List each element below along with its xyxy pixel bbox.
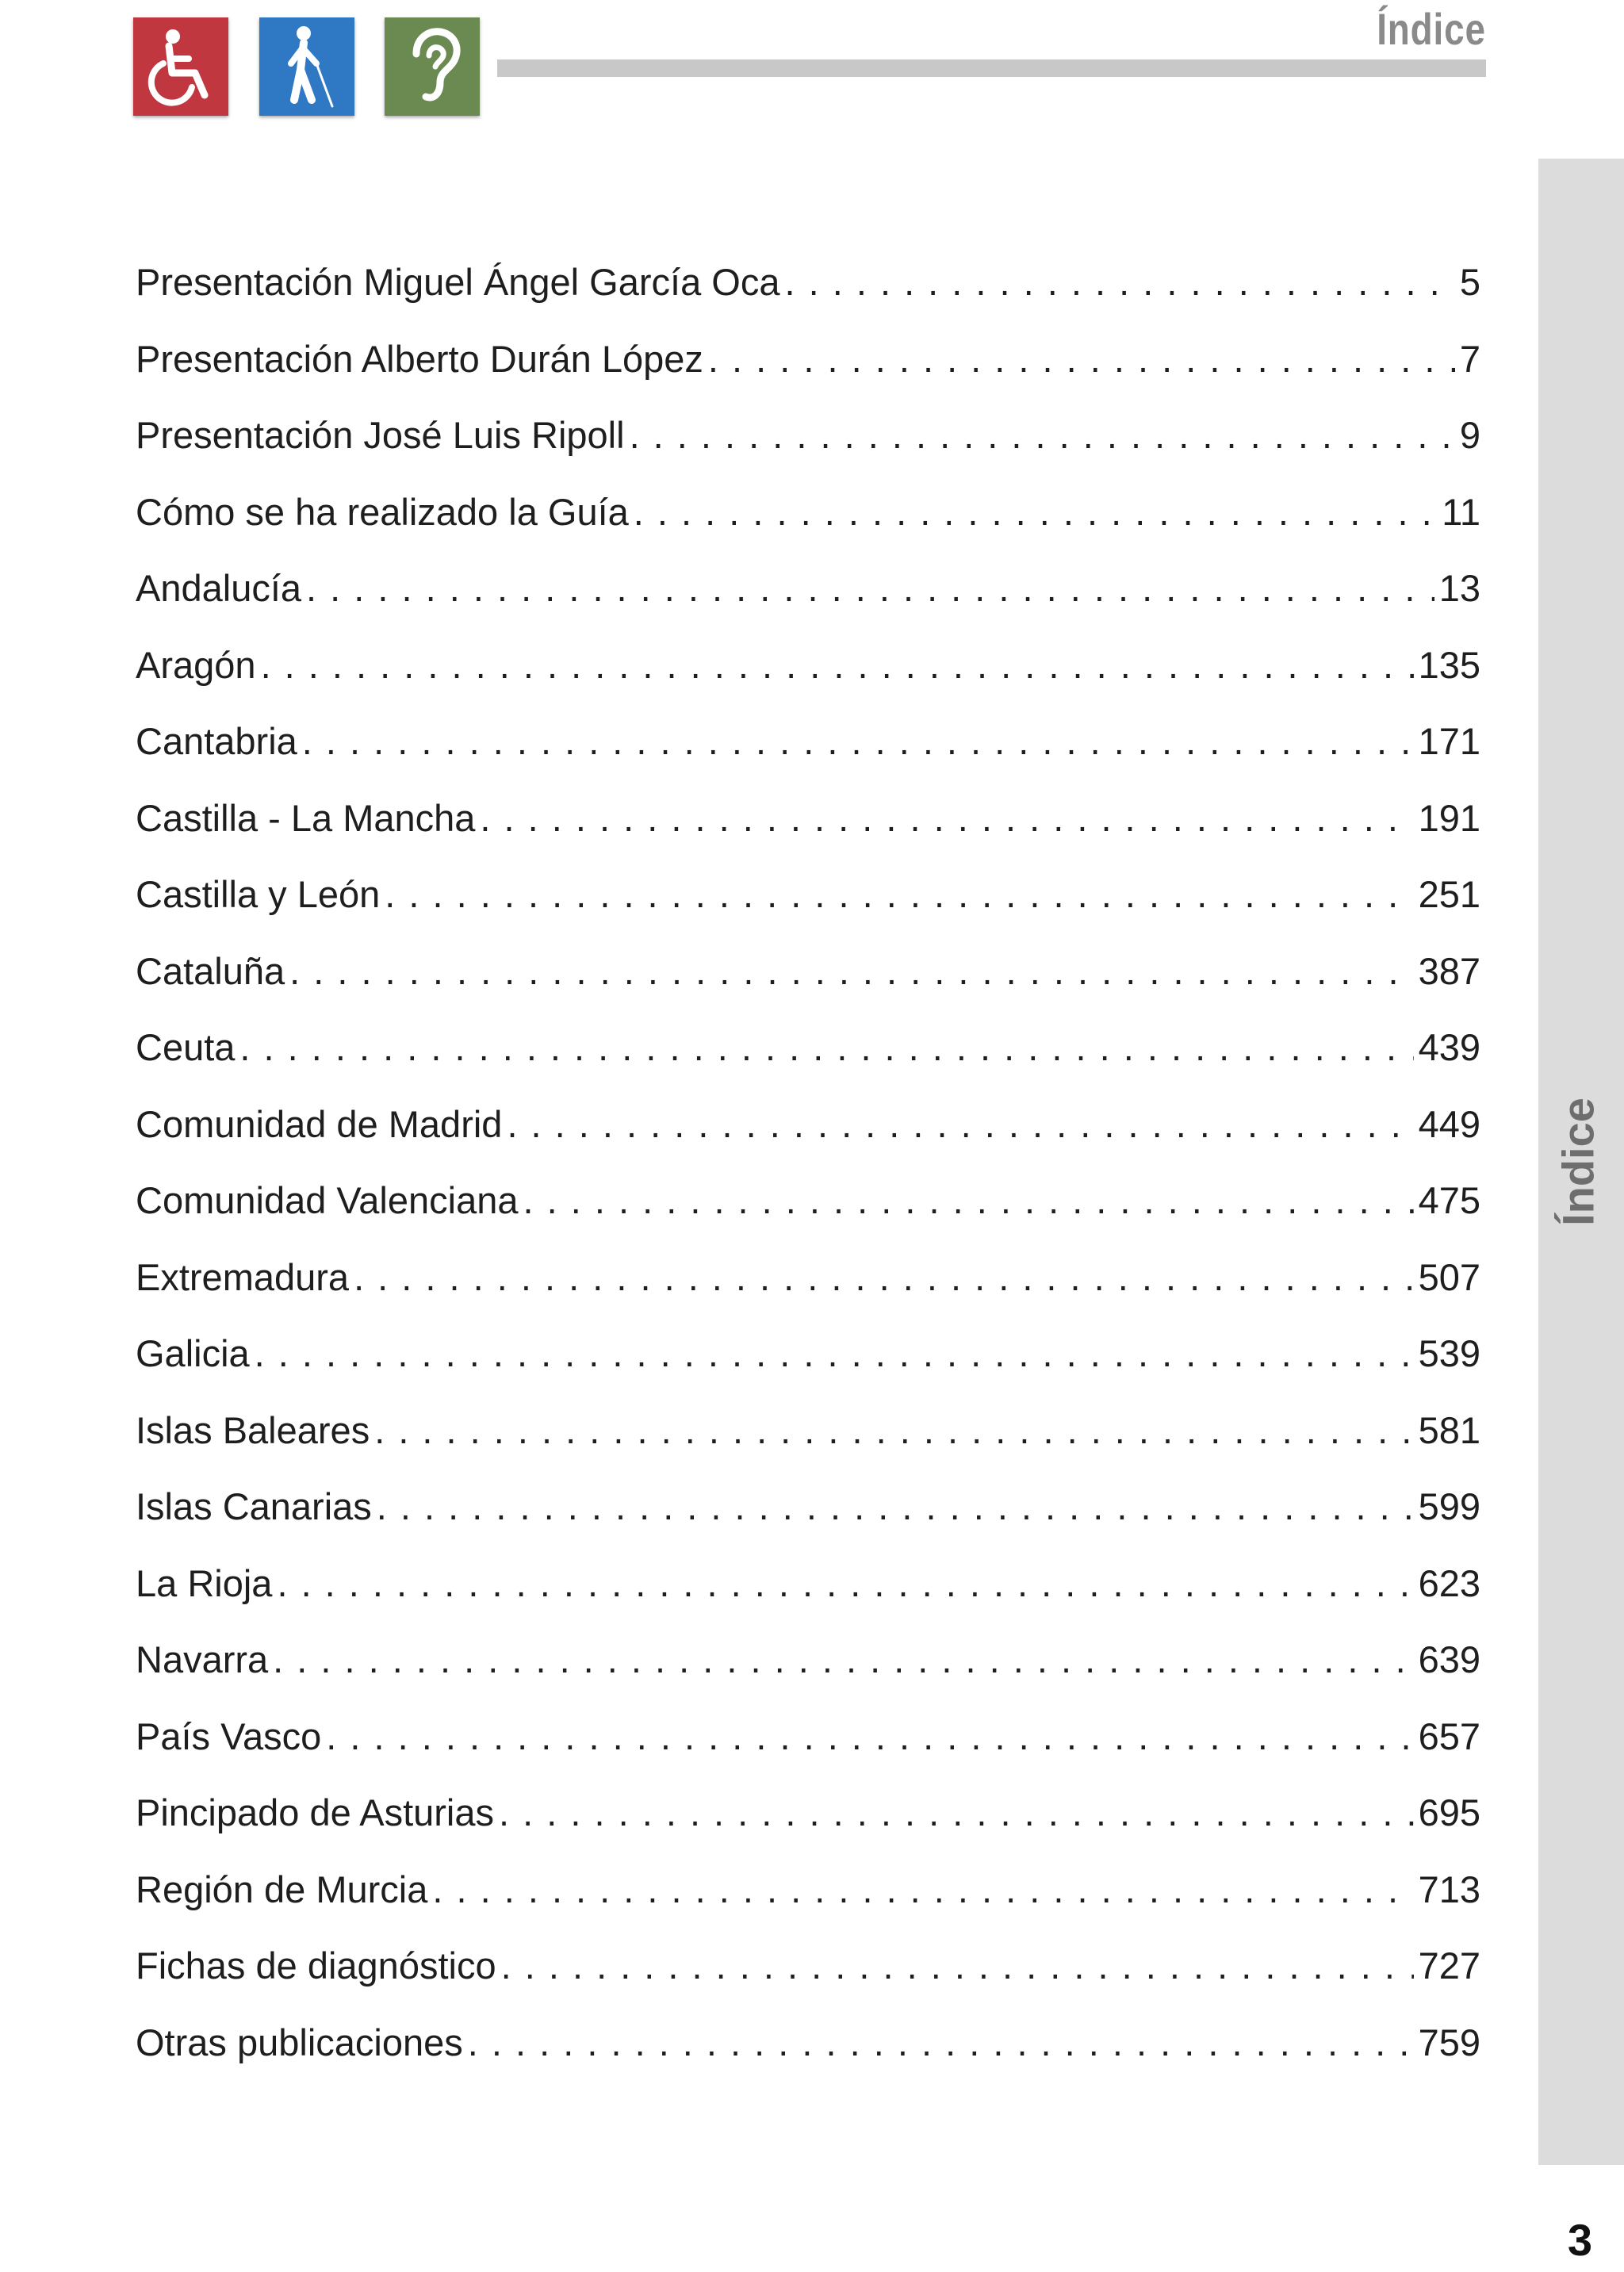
toc-dot-leader (273, 1633, 1413, 1687)
toc-entry-title: Navarra (136, 1638, 269, 1680)
toc-dot-leader (377, 1480, 1414, 1534)
toc-dot-leader (501, 1939, 1414, 1993)
toc-entry-title: Comunidad de Madrid (136, 1102, 503, 1145)
toc-dot-leader (708, 332, 1455, 386)
toc-entry-title: Islas Canarias (136, 1485, 372, 1527)
side-tab-label: Índice (1553, 1098, 1603, 1226)
toc-entry-page: 695 (1418, 1791, 1480, 1833)
toc-entry[interactable] (136, 868, 1480, 944)
toc-entry[interactable] (136, 485, 1480, 562)
toc-entry[interactable] (136, 1633, 1480, 1710)
toc-entry[interactable] (136, 1251, 1480, 1328)
toc-entry-page: 657 (1418, 1715, 1480, 1757)
toc-dot-leader (302, 715, 1414, 768)
toc-entry-page: 623 (1418, 1561, 1480, 1604)
toc-dot-leader (277, 1557, 1413, 1611)
page-title: Índice (1377, 4, 1486, 54)
toc-entry[interactable] (136, 408, 1480, 485)
toc-entry-title: Presentación Alberto Durán López (136, 337, 703, 380)
toc-entry[interactable] (136, 1327, 1480, 1404)
toc-entry-title: Otras publicaciones (136, 2021, 463, 2063)
toc-entry[interactable] (136, 1786, 1480, 1863)
toc-dot-leader (385, 868, 1413, 921)
toc-entry-title: País Vasco (136, 1715, 322, 1757)
toc-entry[interactable] (136, 1404, 1480, 1481)
toc-entry-page: 639 (1418, 1638, 1480, 1680)
toc-entry-page: 191 (1418, 796, 1480, 839)
toc-entry-title: Galicia (136, 1332, 250, 1374)
toc-entry-title: Presentación Miguel Ángel García Oca (136, 261, 780, 303)
toc-entry-page: 387 (1418, 949, 1480, 992)
toc-dot-leader (374, 1404, 1413, 1458)
wheelchair-icon (133, 17, 228, 116)
toc-entry[interactable] (136, 1174, 1480, 1251)
toc-entry-page: 13 (1438, 567, 1480, 609)
toc-entry[interactable] (136, 2016, 1480, 2093)
toc-dot-leader (523, 1174, 1414, 1228)
toc-entry[interactable] (136, 561, 1480, 638)
toc-entry-page: 475 (1418, 1179, 1480, 1221)
toc-entry-title: Pincipado de Asturias (136, 1791, 495, 1833)
toc-entry-page: 727 (1418, 1944, 1480, 1987)
toc-dot-leader (630, 408, 1455, 462)
toc-dot-leader (289, 944, 1413, 998)
toc-entry-page: 449 (1418, 1102, 1480, 1145)
toc-dot-leader (326, 1710, 1413, 1764)
toc-entry-page: 171 (1418, 720, 1480, 762)
toc-entry-title: Aragón (136, 643, 256, 686)
toc-entry-title: Presentación José Luis Ripoll (136, 414, 625, 456)
page-number: 3 (1567, 2215, 1592, 2265)
toc-entry-title: La Rioja (136, 1561, 273, 1604)
toc-dot-leader (432, 1863, 1413, 1917)
toc-entry[interactable] (136, 944, 1480, 1021)
toc-entry-title: Castilla y León (136, 873, 381, 915)
toc-entry-page: 581 (1418, 1408, 1480, 1451)
toc-entry-title: Cataluña (136, 949, 285, 992)
toc-dot-leader (306, 561, 1434, 615)
toc-entry-title: Cómo se ha realizado la Guía (136, 490, 629, 533)
toc-dot-leader (634, 485, 1437, 539)
toc-entry[interactable] (136, 1480, 1480, 1557)
toc-entry-title: Castilla - La Mancha (136, 796, 476, 839)
toc-dot-leader (354, 1251, 1414, 1305)
ear-icon (385, 17, 480, 116)
toc-entry-title: Islas Baleares (136, 1408, 370, 1451)
toc-entry-title: Cantabria (136, 720, 297, 762)
toc-entry-page: 7 (1459, 337, 1480, 380)
toc-dot-leader (784, 255, 1454, 309)
header-bar (497, 59, 1486, 77)
toc-dot-leader (507, 1098, 1413, 1151)
toc-entry[interactable] (136, 1710, 1480, 1787)
toc-entry[interactable] (136, 1939, 1480, 2016)
blind-person-icon (259, 17, 354, 116)
toc-dot-leader (499, 1786, 1414, 1840)
toc-entry-page: 439 (1418, 1026, 1480, 1068)
toc-entry-page: 713 (1418, 1868, 1480, 1910)
toc-dot-leader (261, 638, 1414, 692)
toc-entry-title: Comunidad Valenciana (136, 1179, 519, 1221)
toc-dot-leader (480, 791, 1413, 845)
table-of-contents (136, 255, 1480, 2092)
toc-entry-title: Extremadura (136, 1255, 350, 1298)
toc-entry-title: Ceuta (136, 1026, 236, 1068)
toc-entry-page: 759 (1418, 2021, 1480, 2063)
toc-entry-page: 507 (1418, 1255, 1480, 1298)
toc-entry-title: Región de Murcia (136, 1868, 428, 1910)
toc-entry-page: 599 (1418, 1485, 1480, 1527)
toc-entry[interactable] (136, 791, 1480, 868)
toc-entry[interactable] (136, 638, 1480, 715)
toc-entry[interactable] (136, 1863, 1480, 1940)
toc-entry-page: 11 (1442, 490, 1480, 533)
toc-entry[interactable] (136, 715, 1480, 791)
toc-dot-leader (255, 1327, 1414, 1381)
toc-entry[interactable] (136, 1021, 1480, 1098)
toc-entry[interactable] (136, 1098, 1480, 1174)
toc-entry-page: 9 (1459, 414, 1480, 456)
toc-dot-leader (239, 1021, 1413, 1075)
toc-entry[interactable] (136, 1557, 1480, 1634)
toc-dot-leader (468, 2016, 1414, 2070)
toc-entry-page: 135 (1418, 643, 1480, 686)
toc-entry-title: Andalucía (136, 567, 302, 609)
toc-entry-page: 5 (1459, 261, 1480, 303)
toc-entry[interactable] (136, 332, 1480, 409)
toc-entry-page: 251 (1418, 873, 1480, 915)
toc-entry-page: 539 (1418, 1332, 1480, 1374)
toc-entry-title: Fichas de diagnóstico (136, 1944, 496, 1987)
toc-entry[interactable] (136, 255, 1480, 332)
